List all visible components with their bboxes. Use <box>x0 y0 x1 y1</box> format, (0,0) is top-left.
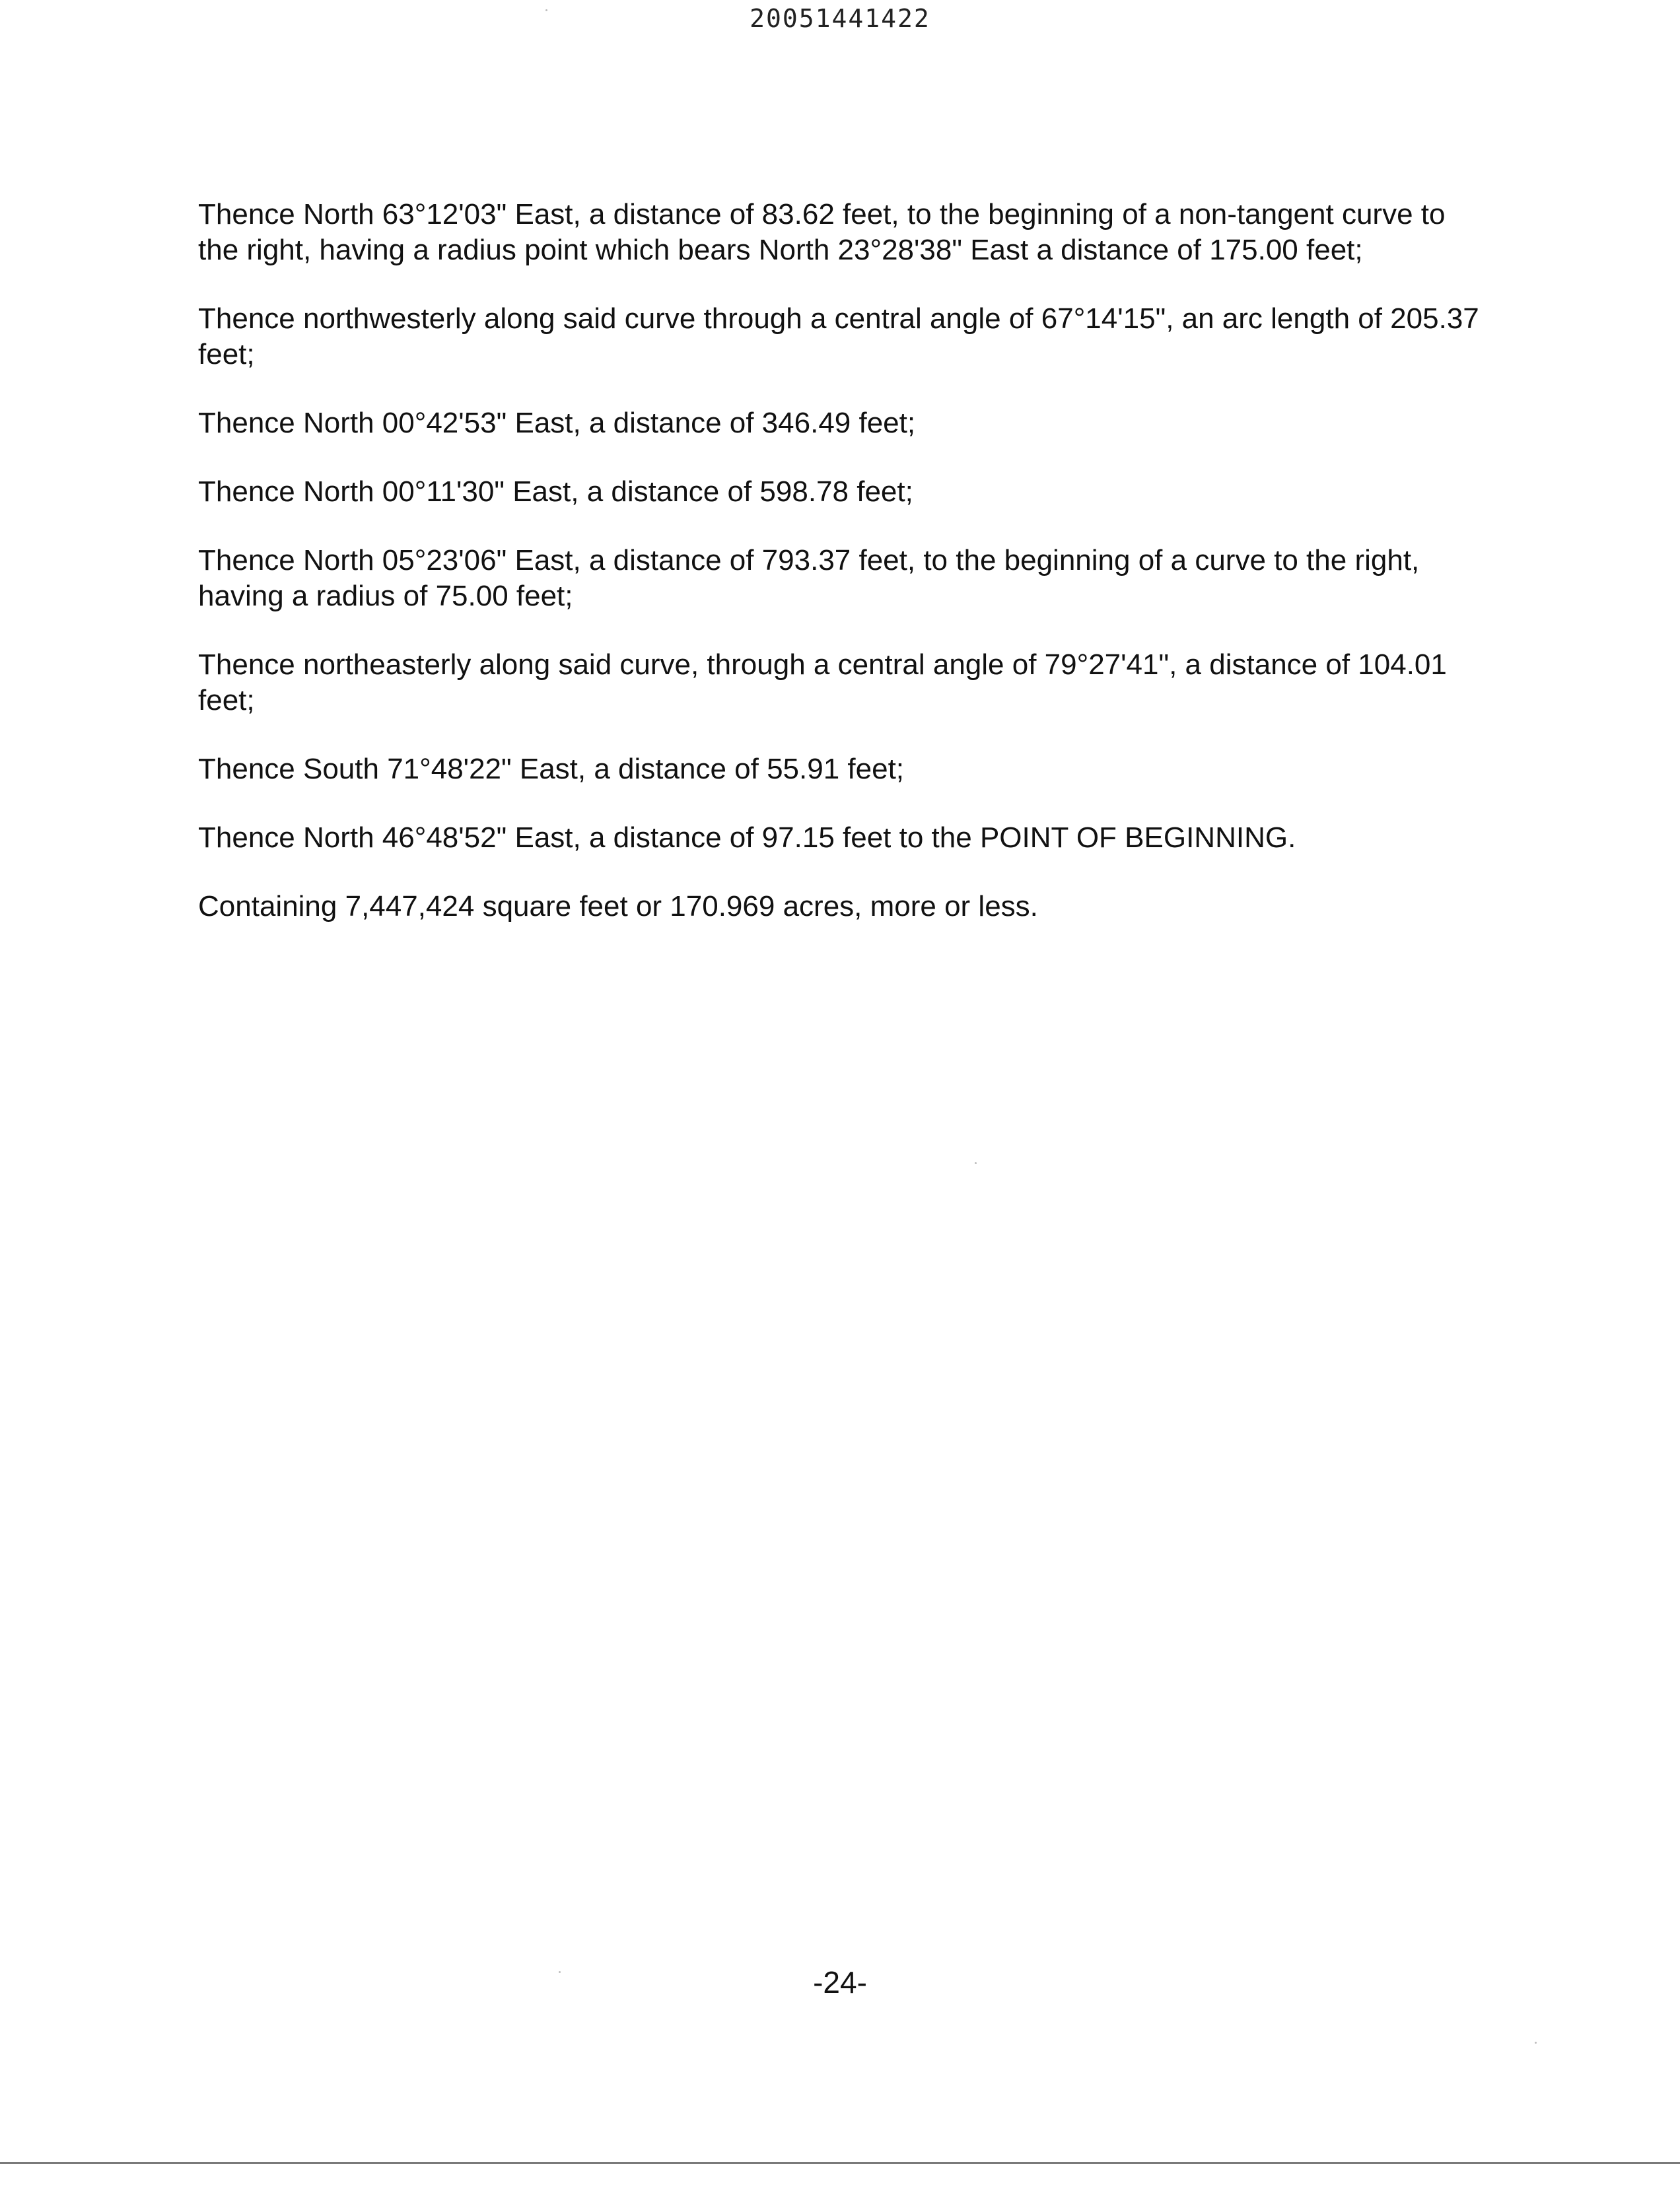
paragraph-course-4 <box>198 474 1512 510</box>
scan-speck <box>1535 2042 1537 2044</box>
paragraph-line: Thence South 71°48'22" East, a distance of 55.91 feet; <box>198 753 905 785</box>
paragraph-line: Thence North 00°42'53" East, a distance of 346.49 feet; <box>198 407 916 439</box>
paragraph-course-5 <box>198 543 1512 614</box>
page-number: -24- <box>813 1965 867 1999</box>
paragraph-line: Thence North 00°11'30" East, a distance of 598.78 feet; <box>198 475 913 508</box>
paragraph-line: Thence northwesterly along said curve through a central angle of 67°14'15", an arc length of 205.37 <box>198 302 1479 335</box>
paragraph-course-1 <box>198 197 1512 268</box>
paragraph-course-6 <box>198 647 1512 718</box>
paragraph-line: the right, having a radius point which bears North 23°28'38" East a distance of 175.00 feet; <box>198 234 1363 266</box>
paragraph-line: feet; <box>198 684 255 716</box>
bottom-rule <box>0 2162 1680 2164</box>
paragraph-line: Thence North 63°12'03" East, a distance of 83.62 feet, to the beginning of a non-tangent curve to <box>198 198 1446 230</box>
legal-description-body <box>198 197 1512 957</box>
paragraph-line: Containing 7,447,424 square feet or 170.969 acres, more or less. <box>198 890 1038 922</box>
paragraph-line: Thence North 46°48'52" East, a distance of 97.15 feet to the POINT OF BEGINNING. <box>198 821 1296 854</box>
paragraph-course-8 <box>198 820 1512 856</box>
paragraph-area-statement <box>198 889 1512 924</box>
paragraph-line: having a radius of 75.00 feet; <box>198 580 573 612</box>
scan-speck <box>975 1162 977 1164</box>
document-number: 20051441422 <box>750 4 930 33</box>
scan-speck <box>559 1971 561 1973</box>
paragraph-line: Thence northeasterly along said curve, through a central angle of 79°27'41", a distance of 104.01 <box>198 648 1447 681</box>
paragraph-line: Thence North 05°23'06" East, a distance of 793.37 feet, to the beginning of a curve to the right, <box>198 544 1420 576</box>
paragraph-course-2 <box>198 301 1512 372</box>
scan-speck <box>545 9 547 11</box>
paragraph-line: feet; <box>198 338 255 370</box>
paragraph-course-3 <box>198 405 1512 441</box>
paragraph-course-7 <box>198 751 1512 787</box>
